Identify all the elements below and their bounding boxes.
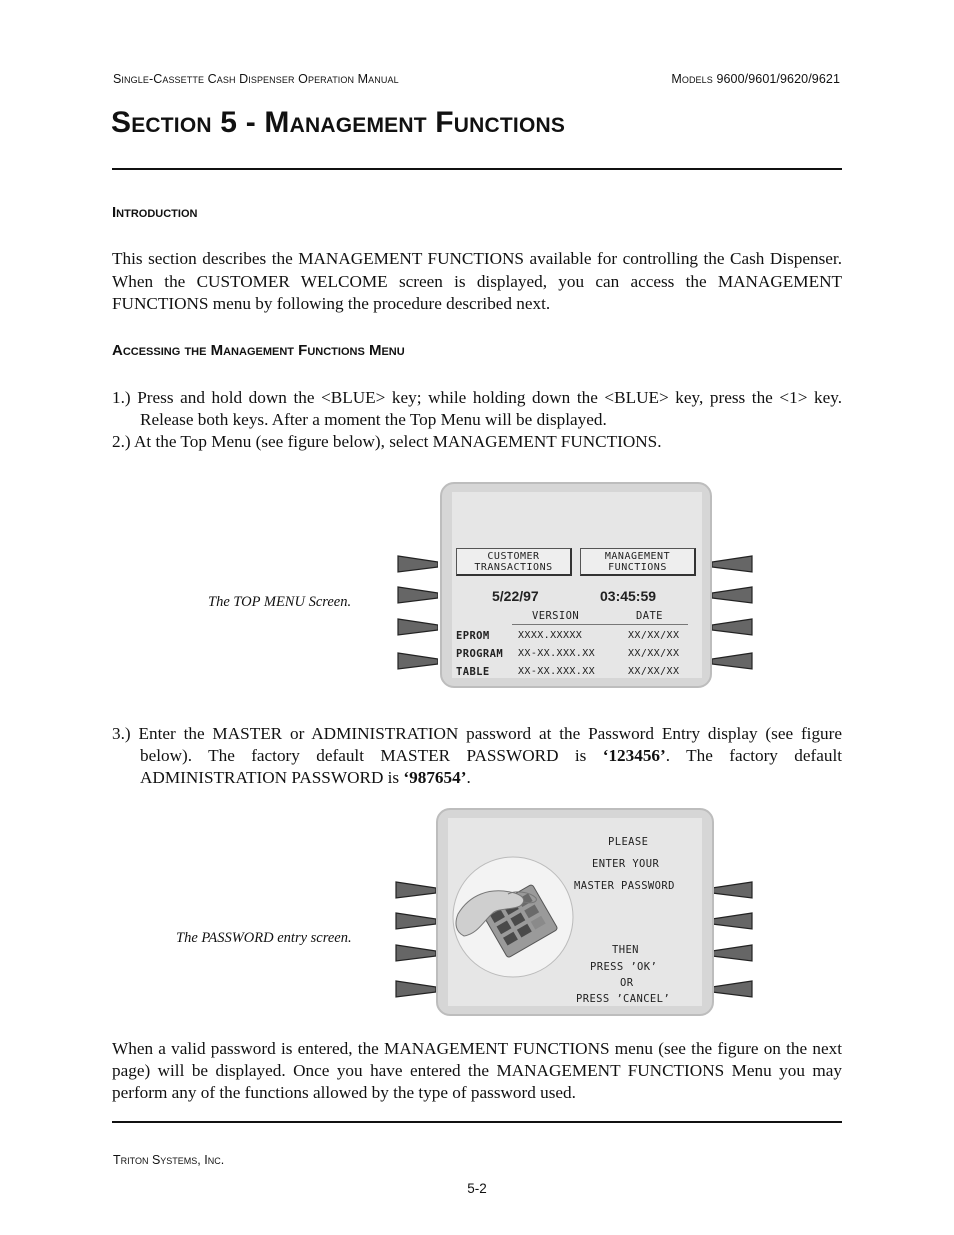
right-softkey-1 (712, 555, 754, 573)
top-menu-caption: The TOP MENU Screen. (208, 594, 352, 610)
master-password-value: ‘123456’ (602, 746, 666, 765)
left-softkey-2 (394, 912, 436, 930)
footer-company: Triton Systems, Inc. (113, 1153, 225, 1167)
footer-rule (112, 1121, 842, 1123)
introduction-body: This section describes the MANAGEMENT FUNCTIONS available for controlling the Cash Dispenser. When the CUSTOMER WELCOME screen is displayed, you can access the MANAGEMENT FUNCTIONS menu by following the procedure described next. (112, 249, 842, 313)
step-3: 3.) Enter the MASTER or ADMINISTRATION password at the Password Entry display (see figure below). The factory default MASTER PASSWORD is ‘123456’. The factory default ADMINISTRATION PASSWORD is ‘987654’. (112, 724, 843, 787)
prompt-line-4: THEN (612, 944, 639, 956)
password-display (448, 818, 702, 1006)
date-column-header: DATE (636, 610, 663, 622)
right-softkey-2 (712, 586, 754, 604)
running-header-right: Models 9600/9601/9620/9621 (671, 72, 840, 86)
row-version-program: XX-XX.XXX.XX (518, 648, 596, 659)
row-label-table: TABLE (456, 666, 490, 678)
version-column-header: VERSION (532, 610, 580, 622)
accessing-heading: Accessing the Management Functions Menu (112, 342, 405, 359)
closing-paragraph: When a valid password is entered, the MANAGEMENT FUNCTIONS menu (see the figure on the next page) will be displayed. Once you have entered the MANAGEMENT FUNCTIONS Menu you may perform any of the functions allowed by the type of password used. (112, 1039, 842, 1102)
prompt-line-1: PLEASE (608, 836, 649, 848)
display-date: 5/22/97 (492, 588, 539, 604)
hand-keypad-illustration (450, 854, 576, 980)
step-1: 1.) Press and hold down the <BLUE> key; while holding down the <BLUE> key, press the <1> key. Release both keys. After a moment the Top Menu will be displayed. (112, 388, 842, 429)
prompt-line-6: OR (620, 977, 634, 989)
left-softkey-4 (396, 652, 438, 670)
left-softkey-2 (396, 586, 438, 604)
display-time: 03:45:59 (600, 588, 657, 604)
running-header-left: Single-Cassette Cash Dispenser Operation Manual (113, 72, 399, 86)
right-softkey-3 (712, 944, 754, 962)
left-softkey-1 (394, 881, 436, 899)
admin-password-value: ‘987654’ (403, 768, 467, 787)
header-underline (512, 624, 688, 625)
row-date-program: XX/XX/XX (628, 648, 680, 659)
right-softkey-1 (712, 881, 754, 899)
right-softkey-2 (712, 912, 754, 930)
step-2: 2.) At the Top Menu (see figure below), select MANAGEMENT FUNCTIONS. (112, 432, 662, 451)
password-caption: The PASSWORD entry screen. (176, 930, 352, 946)
prompt-line-2: ENTER YOUR (592, 858, 660, 870)
customer-transactions-button: CUSTOMER TRANSACTIONS (456, 548, 572, 576)
row-date-eprom: XX/XX/XX (628, 630, 680, 641)
introduction-heading: Introduction (112, 204, 198, 221)
left-softkey-3 (396, 618, 438, 636)
row-version-eprom: XXXX.XXXXX (518, 630, 583, 641)
right-softkey-4 (712, 652, 754, 670)
prompt-line-5: PRESS ’OK’ (590, 961, 658, 973)
right-softkey-3 (712, 618, 754, 636)
left-softkey-1 (396, 555, 438, 573)
left-softkey-3 (394, 944, 436, 962)
row-label-eprom: EPROM (456, 630, 490, 642)
row-version-table: XX-XX.XXX.XX (518, 666, 596, 677)
page-number: 5-2 (467, 1181, 487, 1196)
title-rule (112, 168, 842, 170)
right-softkey-4 (712, 980, 754, 998)
prompt-line-3: MASTER PASSWORD (574, 880, 675, 892)
password-figure (394, 808, 756, 1018)
row-date-table: XX/XX/XX (628, 666, 680, 677)
prompt-line-7: PRESS ’CANCEL’ (576, 993, 671, 1005)
row-label-program: PROGRAM (456, 648, 504, 660)
management-functions-button: MANAGEMENT FUNCTIONS (580, 548, 696, 576)
section-title: Section 5 - Management Functions (111, 106, 566, 139)
left-softkey-4 (394, 980, 436, 998)
top-menu-figure (396, 482, 756, 690)
top-menu-display (452, 492, 702, 678)
